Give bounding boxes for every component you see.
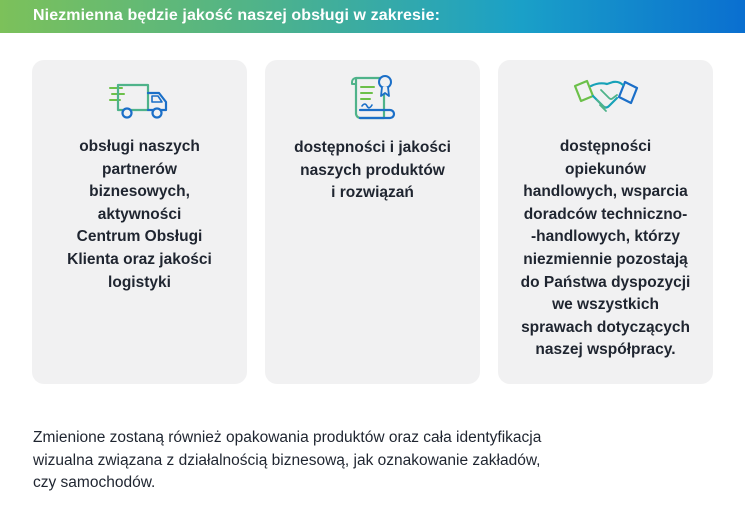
card-products-quality [265,60,480,384]
header-banner [0,0,745,33]
banner-title: Niezmienna będzie jakość naszej obsługi w zakresie: [33,7,441,24]
card-text: dostępności opiekunów handlowych, wsparcia doradców techniczno- -handlowych, którzy niezmiennie pozostają do Państwa dyspozycji we wszystkich sprawach dotyczących naszej współpracy. [520,138,691,359]
card-text: obsługi naszych partnerów biznesowych, aktywności Centrum Obsługi Klienta oraz jakości logistyki [67,138,212,291]
footer-paragraph: Zmienione zostaną również opakowania produktów oraz cała identyfikacja wizualna związana z działalnością biznesową, jak oznakowanie zakładów, czy samochodów. [33,429,542,491]
handshake-icon [573,76,639,127]
delivery-truck-icon [108,82,172,127]
card-business-partners [32,60,247,384]
certificate-scroll-icon [348,72,398,131]
card-sales-support [498,60,713,384]
card-text: dostępności i jakości naszych produktów i rozwiązań [294,139,451,202]
